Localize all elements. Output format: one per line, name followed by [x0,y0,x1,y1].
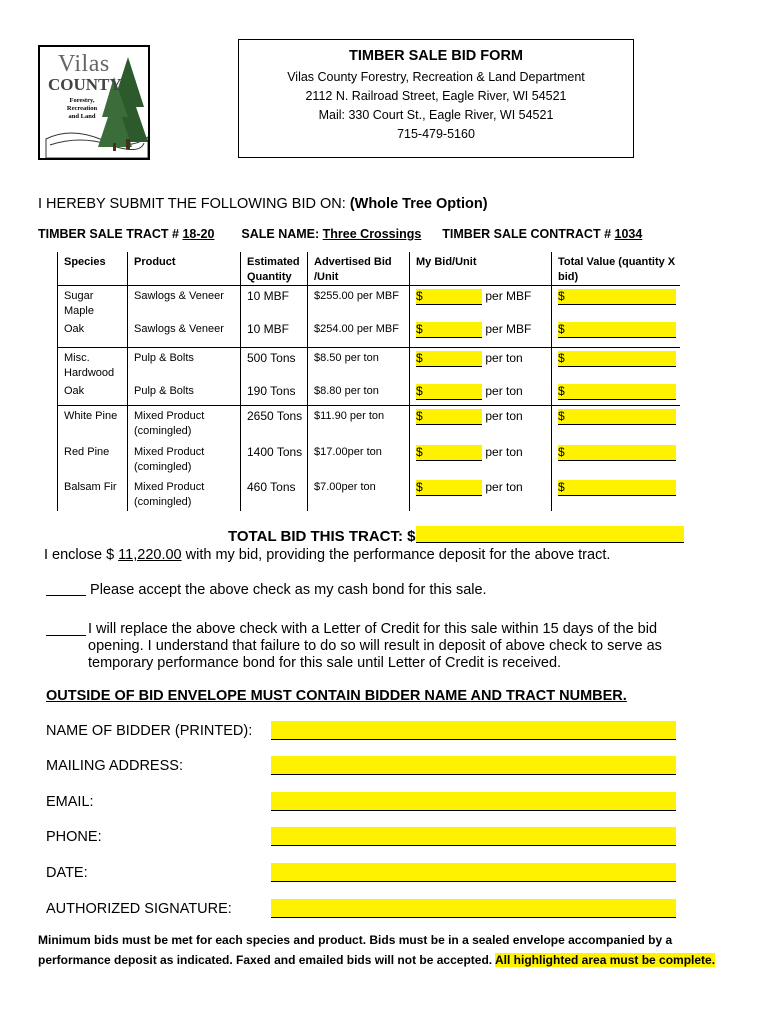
total-value-field[interactable] [558,351,676,367]
option-credit-text: I will replace the above check with a Letter of Credit for this sale within 15 days of the bid opening. I understand that failure to do so will result in deposit of above check to serve as temporary performance bond for this sale until Letter of Credit is received. [88,621,662,671]
date-field[interactable] [271,863,676,882]
total-value-field[interactable] [558,409,676,425]
cell-total [552,319,681,347]
dollar-sign: $ [558,409,565,423]
cell-advertised: $7.00per ton [308,477,410,511]
cell-mybid [410,442,552,477]
table-row [58,381,681,406]
mybid-field[interactable] [416,409,482,425]
footer-highlight: All highlighted area must be complete. [495,953,716,967]
table-row [58,442,681,477]
mybid-field[interactable] [416,480,482,496]
table-row [58,286,681,320]
mybid-field[interactable] [416,289,482,305]
cell-quantity: 2650 Tons [241,406,308,442]
cell-species: Sugar Maple [58,286,128,320]
total-bid-field[interactable] [416,526,684,543]
enclose-prefix: I enclose $ [44,547,119,563]
email-field[interactable] [271,792,676,811]
logo-text-sub: Forestry, Recreation and Land [66,97,98,120]
table-body [58,286,681,511]
total-value-field[interactable] [558,445,676,461]
header-mybid: My Bid/Unit [410,252,552,286]
mybid-field[interactable] [416,445,482,461]
county-logo [38,45,150,160]
header-advertised: Advertised Bid /Unit [308,252,410,286]
label-email: EMAIL: [46,794,94,810]
letter-credit-checkline[interactable] [46,621,86,636]
dollar-sign: $ [558,444,565,459]
table-row [58,477,681,511]
tract-label: TIMBER SALE TRACT # [38,227,183,241]
form-header [238,39,634,158]
cell-product: Sawlogs & Veneer [128,319,241,347]
cell-advertised: $255.00 per MBF [308,286,410,320]
header-product: Product [128,252,241,286]
dollar-sign: $ [416,409,423,423]
bid-unit: per MBF [485,322,532,336]
dollar-sign: $ [558,479,565,494]
enclose-amount: 11,220.00 [118,547,182,563]
enclose-line [44,547,610,563]
cell-quantity: 1400 Tons [241,442,308,477]
contract-value: 1034 [614,227,643,241]
cash-bond-checkline[interactable] [46,581,86,596]
label-phone: PHONE: [46,829,102,845]
dollar-sign: $ [416,479,423,494]
cell-quantity: 500 Tons [241,347,308,381]
phone-number: 715-479-5160 [397,127,475,141]
total-bid-label: TOTAL BID THIS TRACT: $ [228,528,416,545]
bid-unit: per MBF [485,289,532,303]
dollar-sign: $ [416,289,423,303]
bid-on-prefix: I HEREBY SUBMIT THE FOLLOWING BID ON: [38,196,350,212]
cell-total [552,381,681,406]
header-species: Species [58,252,128,286]
bid-unit: per ton [485,444,523,459]
cell-quantity: 460 Tons [241,477,308,511]
tract-value: 18-20 [182,227,215,241]
label-mailing-address: MAILING ADDRESS: [46,758,183,774]
cell-product: Pulp & Bolts [128,381,241,406]
cell-advertised: $8.80 per ton [308,381,410,406]
cell-advertised: $254.00 per MBF [308,319,410,347]
mailing-address-field[interactable] [271,756,676,775]
cell-product: Sawlogs & Veneer [128,286,241,320]
tract-line [38,227,642,241]
table-row [58,319,681,347]
cell-mybid [410,477,552,511]
contract-label: TIMBER SALE CONTRACT # [442,227,615,241]
header-quantity: Estimated Quantity [241,252,308,286]
logo-text-county: COUNTY [48,75,122,94]
street-address: 2112 N. Railroad Street, Eagle River, WI 54521 [305,89,567,103]
cell-mybid [410,406,552,442]
cell-total [552,347,681,381]
bidder-name-field[interactable] [271,721,676,740]
table-header-row [58,252,681,286]
logo-text-vilas: Vilas [58,51,110,77]
cell-product: Mixed Product (comingled) [128,442,241,477]
cell-species: White Pine [58,406,128,442]
cell-quantity: 10 MBF [241,286,308,320]
cell-species: Red Pine [58,442,128,477]
total-value-field[interactable] [558,322,676,338]
option-cash-bond [46,581,487,599]
total-value-field[interactable] [558,384,676,400]
signature-field[interactable] [271,899,676,918]
bid-unit: per ton [485,479,523,494]
option-letter-credit [46,621,696,672]
dollar-sign: $ [558,350,565,365]
bid-unit: per ton [485,383,523,398]
table-row [58,406,681,442]
bid-table [57,252,680,511]
cell-advertised: $11.90 per ton [308,406,410,442]
cell-mybid [410,286,552,320]
cell-advertised: $8.50 per ton [308,347,410,381]
bid-option: (Whole Tree Option) [349,196,488,212]
sale-name-label: SALE NAME: [241,227,323,241]
total-value-field[interactable] [558,289,676,305]
dollar-sign: $ [416,322,423,336]
cell-species: Oak [58,319,128,347]
mail-address: Mail: 330 Court St., Eagle River, WI 54521 [318,108,554,122]
cell-quantity: 190 Tons [241,381,308,406]
option-cash-text: Please accept the above check as my cash bond for this sale. [90,582,487,598]
label-bidder-name: NAME OF BIDDER (PRINTED): [46,723,253,739]
mybid-field[interactable] [416,351,482,367]
dollar-sign: $ [558,289,565,303]
mybid-field[interactable] [416,384,482,400]
total-bid-line [228,526,684,545]
dollar-sign: $ [416,383,423,398]
cell-total [552,477,681,511]
dollar-sign: $ [558,322,565,336]
enclose-suffix: with my bid, providing the performance deposit for the above tract. [181,547,611,563]
cell-mybid [410,319,552,347]
total-value-field[interactable] [558,480,676,496]
dollar-sign: $ [416,350,423,365]
header-total: Total Value (quantity X bid) [552,252,681,286]
phone-field[interactable] [271,827,676,846]
cell-species: Oak [58,381,128,406]
cell-quantity: 10 MBF [241,319,308,347]
cell-product: Mixed Product (comingled) [128,406,241,442]
dept-name: Vilas County Forestry, Recreation & Land Department [287,70,585,84]
bid-unit: per ton [485,409,523,423]
cell-advertised: $17.00per ton [308,442,410,477]
table-row [58,347,681,381]
label-signature: AUTHORIZED SIGNATURE: [46,901,232,917]
bid-unit: per ton [485,350,523,365]
form-title: TIMBER SALE BID FORM [349,48,523,64]
cell-mybid [410,347,552,381]
cell-total [552,286,681,320]
cell-species: Misc. Hardwood [58,347,128,381]
bid-on-line [38,196,488,212]
cell-mybid [410,381,552,406]
cell-product: Pulp & Bolts [128,347,241,381]
label-date: DATE: [46,865,88,881]
cell-total [552,406,681,442]
dollar-sign: $ [558,383,565,398]
footer-text: Minimum bids must be met for each species and product. Bids must be in a sealed envelope accompanied by a performance deposit as indicated. Faxed and emailed bids will not be accepted. [38,933,673,967]
cell-total [552,442,681,477]
footer-note [38,930,738,970]
dollar-sign: $ [416,444,423,459]
cell-species: Balsam Fir [58,477,128,511]
envelope-warning: OUTSIDE OF BID ENVELOPE MUST CONTAIN BIDDER NAME AND TRACT NUMBER. [46,688,627,704]
sale-name-value: Three Crossings [322,227,422,241]
cell-product: Mixed Product (comingled) [128,477,241,511]
mybid-field[interactable] [416,322,482,338]
